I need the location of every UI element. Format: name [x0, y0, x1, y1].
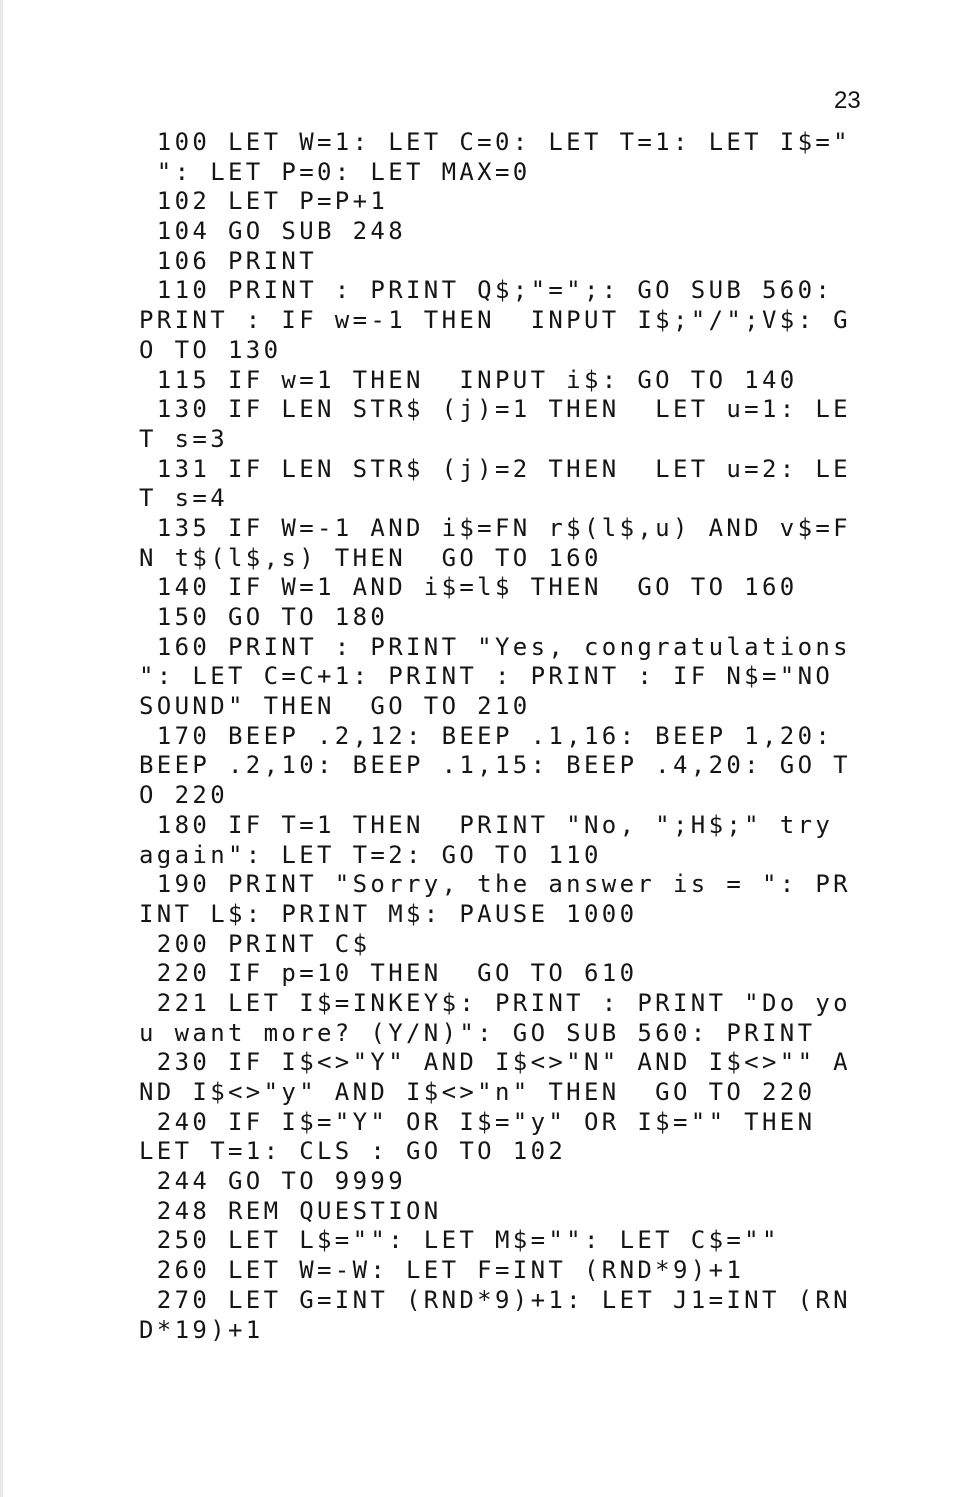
code-line: O 220 — [139, 781, 228, 810]
code-line: T s=3 — [139, 424, 228, 453]
code-line: T s=4 — [139, 484, 228, 513]
code-line: 221 LET I$=INKEY$: PRINT : PRINT "Do yo — [139, 988, 851, 1017]
code-line: 200 PRINT C$ — [139, 929, 371, 958]
code-line: 230 IF I$<>"Y" AND I$<>"N" AND I$<>"" A — [139, 1048, 851, 1077]
code-line: SOUND" THEN GO TO 210 — [139, 692, 531, 721]
code-line: 250 LET L$="": LET M$="": LET C$="" — [139, 1226, 780, 1255]
code-line: 102 LET P=P+1 — [139, 187, 389, 216]
code-line: 190 PRINT "Sorry, the answer is = ": PR — [139, 870, 851, 899]
code-line: N t$(l$,s) THEN GO TO 160 — [139, 543, 602, 572]
code-line: ND I$<>"y" AND I$<>"n" THEN GO TO 220 — [139, 1078, 816, 1106]
code-line: 248 REM QUESTION — [139, 1196, 442, 1225]
code-line: 131 IF LEN STR$ (j)=2 THEN LET u=2: LE — [139, 454, 851, 483]
page-number: 23 — [834, 87, 861, 114]
code-line: D*19)+1 — [139, 1315, 264, 1344]
code-line: 244 GO TO 9999 — [139, 1167, 406, 1196]
code-line: 270 LET G=INT (RND*9)+1: LET J1=INT (RN — [139, 1285, 851, 1314]
code-line: 110 PRINT : PRINT Q$;"=";: GO SUB 560: — [139, 276, 834, 305]
code-line: u want more? (Y/N)": GO SUB 560: PRINT — [139, 1018, 816, 1047]
code-line: LET T=1: CLS : GO TO 102 — [139, 1137, 567, 1166]
code-line: 150 GO TO 180 — [139, 603, 389, 631]
code-line: 260 LET W=-W: LET F=INT (RND*9)+1 — [139, 1256, 745, 1285]
code-line: 100 LET W=1: LET C=0: LET T=1: LET I$=" — [139, 128, 851, 156]
code-line: again": LET T=2: GO TO 110 — [139, 840, 602, 869]
code-line: 220 IF p=10 THEN GO TO 610 — [139, 959, 638, 988]
code-line: ": LET P=0: LET MAX=0 — [139, 157, 531, 186]
basic-program-listing — [139, 128, 851, 1345]
page-binding-edge — [0, 0, 3, 1497]
code-line: BEEP .2,10: BEEP .1,15: BEEP .4,20: GO T — [139, 751, 851, 780]
code-line: 104 GO SUB 248 — [139, 217, 406, 246]
code-line: 130 IF LEN STR$ (j)=1 THEN LET u=1: LE — [139, 395, 851, 424]
code-line: O TO 130 — [139, 335, 282, 364]
code-line: 106 PRINT — [139, 246, 317, 275]
code-line: 160 PRINT : PRINT "Yes, congratulations — [139, 632, 851, 661]
code-line: 180 IF T=1 THEN PRINT "No, ";H$;" try — [139, 810, 834, 839]
code-line: 140 IF W=1 AND i$=l$ THEN GO TO 160 — [139, 573, 798, 602]
code-line: 115 IF w=1 THEN INPUT i$: GO TO 140 — [139, 365, 798, 394]
code-line: INT L$: PRINT M$: PAUSE 1000 — [139, 899, 638, 928]
code-line: 240 IF I$="Y" OR I$="y" OR I$="" THEN — [139, 1107, 816, 1136]
code-line: PRINT : IF w=-1 THEN INPUT I$;"/";V$: G — [139, 306, 851, 335]
code-line: ": LET C=C+1: PRINT : PRINT : IF N$="NO — [139, 662, 834, 691]
code-line: 170 BEEP .2,12: BEEP .1,16: BEEP 1,20: — [139, 721, 834, 750]
code-line: 135 IF W=-1 AND i$=FN r$(l$,u) AND v$=F — [139, 513, 851, 542]
